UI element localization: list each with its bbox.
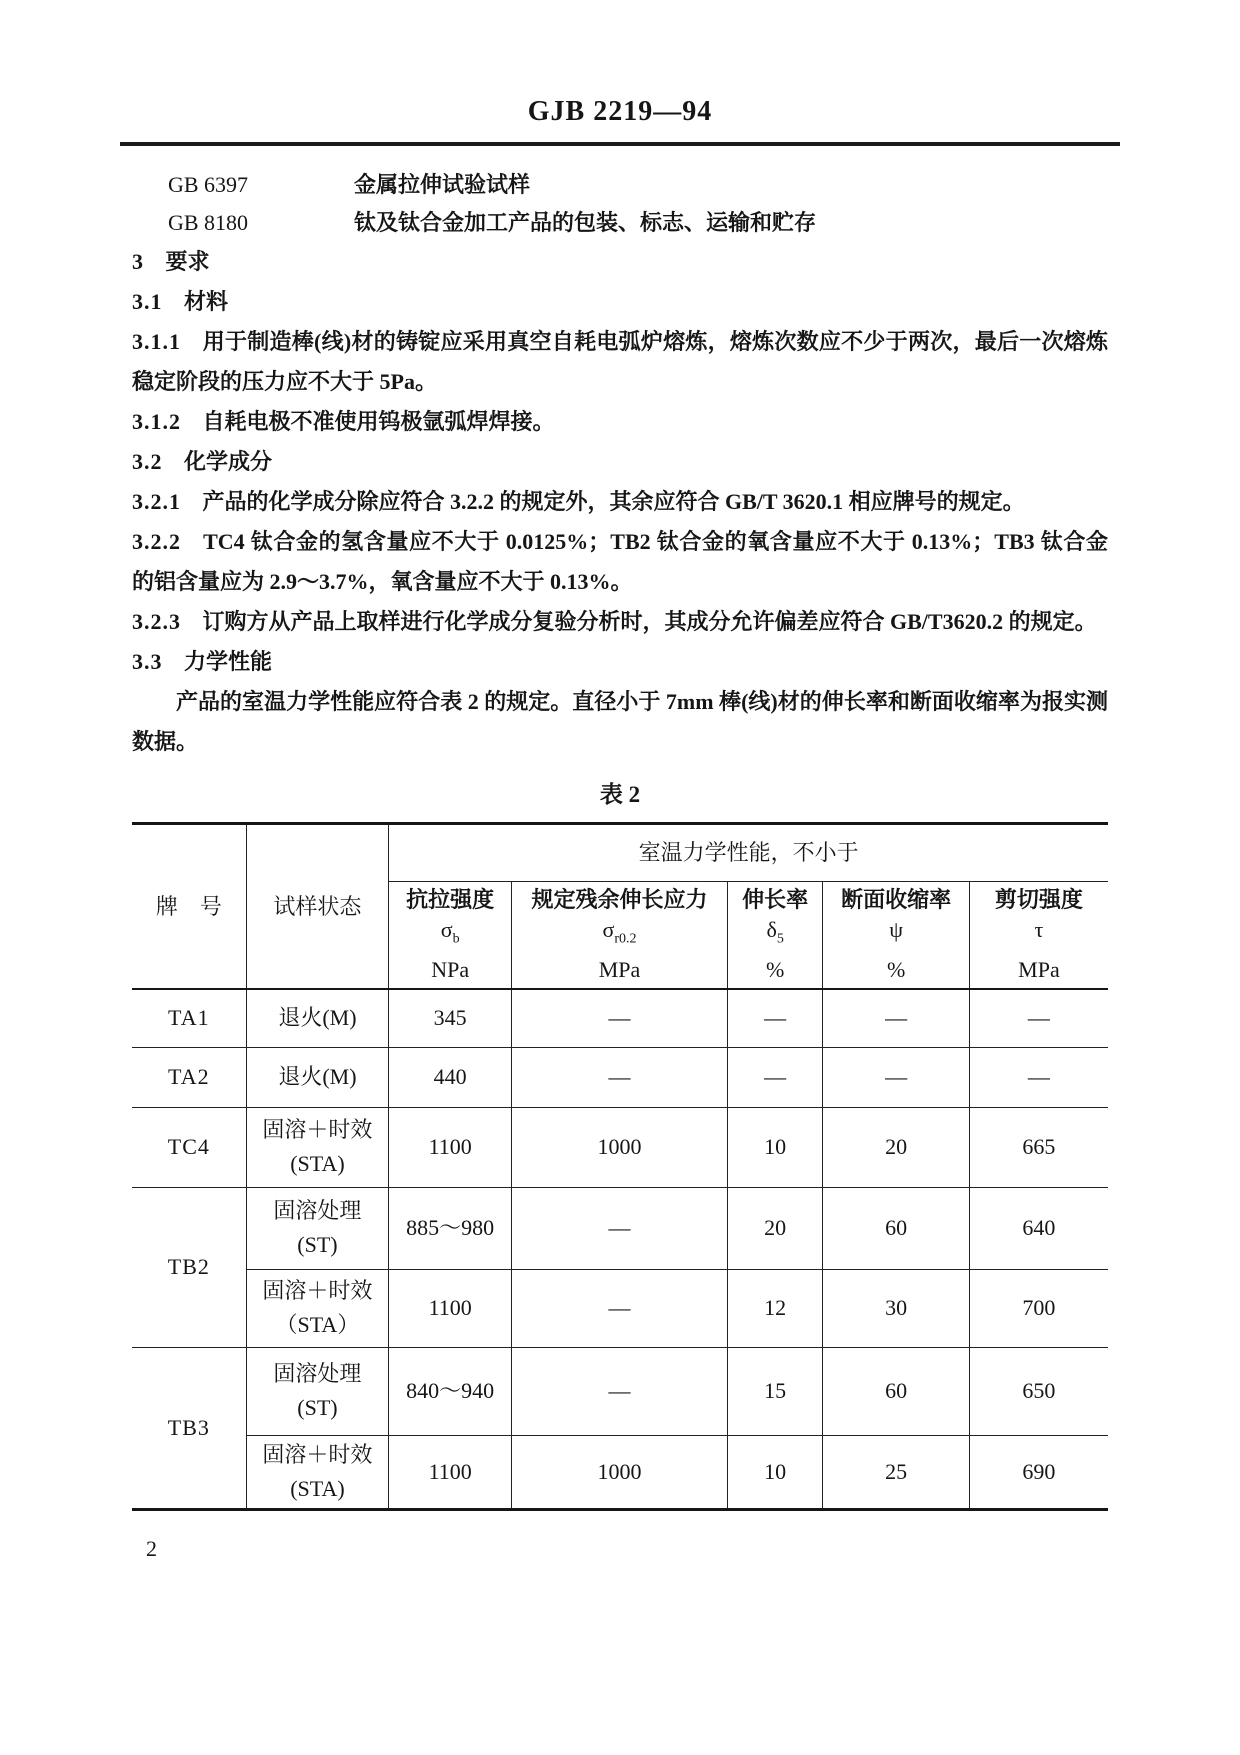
state-cell: 退火(M) (246, 1047, 388, 1107)
col-unit: MPa (1018, 956, 1060, 982)
value-cell: 1100 (389, 1107, 512, 1187)
value-cell: 885～980 (389, 1187, 512, 1269)
value-cell: 12 (727, 1269, 823, 1347)
clause-3-1-2 (132, 402, 1108, 442)
table-row (132, 1107, 1108, 1187)
value-cell: — (512, 1047, 728, 1107)
col-header-state: 试样状态 (246, 824, 388, 990)
value-cell: 1100 (389, 1269, 512, 1347)
col-header-residual (512, 882, 728, 990)
value-cell: 30 (823, 1269, 969, 1347)
col-name: 断面收缩率 (841, 887, 952, 913)
col-header-shear (969, 882, 1108, 990)
section-heading-3-3 (132, 642, 1108, 682)
value-cell: 640 (969, 1187, 1108, 1269)
clause-3-2-1 (132, 482, 1108, 522)
col-name: 规定残余伸长应力 (531, 887, 708, 913)
value-cell: 1000 (512, 1435, 728, 1509)
section-title: 要求 (165, 249, 210, 274)
col-header-tensile (389, 882, 512, 990)
col-name: 剪切强度 (994, 887, 1083, 913)
value-cell: 345 (389, 989, 512, 1047)
state-cell: 固溶＋时效 （STA） (246, 1269, 388, 1347)
clause-text: 用于制造棒(线)材的铸锭应采用真空自耗电弧炉熔炼，熔炼次数应不少于两次，最后一次熔炼稳定阶段的压力应不大于 5Pa。 (132, 329, 1109, 394)
col-unit: NPa (431, 956, 470, 982)
clause-text: 产品的室温力学性能应符合表 2 的规定。直径小于 7mm 棒(线)材的伸长率和断面收缩率为报实测数据。 (132, 689, 1108, 754)
reference-code: GB 8180 (168, 210, 249, 235)
value-cell: 60 (823, 1347, 969, 1435)
clause-text: 自耗电极不准使用钨极氩弧焊焊接。 (202, 409, 555, 434)
table-row (132, 989, 1108, 1047)
table-2 (132, 822, 1108, 1511)
table-caption: 表 2 (599, 782, 641, 807)
value-cell: — (727, 989, 823, 1047)
clause-text: 订购方从产品上取样进行化学成分复验分析时，其成分允许偏差应符合 GB/T3620.2 的规定。 (202, 609, 1097, 634)
value-cell: — (512, 1269, 728, 1347)
reference-item (132, 166, 1108, 204)
section-heading-3 (132, 242, 1108, 282)
standard-number: GJB 2219—94 (527, 96, 713, 127)
page-number: 2 (146, 1535, 157, 1561)
col-name: 伸长率 (742, 887, 809, 913)
value-cell: — (512, 989, 728, 1047)
value-cell: 10 (727, 1435, 823, 1509)
value-cell: 15 (727, 1347, 823, 1435)
reference-item (132, 204, 1108, 242)
clause-number: 3.2.1 (132, 489, 181, 514)
clause-number: 3.1.2 (132, 409, 181, 434)
table-row (132, 1187, 1108, 1269)
table-header-row (132, 824, 1108, 882)
value-cell: 440 (389, 1047, 512, 1107)
clause-3-3-body (132, 682, 1108, 762)
value-cell: 840～940 (389, 1347, 512, 1435)
value-cell: — (727, 1047, 823, 1107)
table-row (132, 1435, 1108, 1509)
document-body (132, 166, 1108, 1567)
clause-number: 3.3 (132, 649, 163, 674)
table-row (132, 1269, 1108, 1347)
col-header-reduction (823, 882, 969, 990)
clause-number: 3.1 (132, 289, 163, 314)
col-unit: MPa (598, 956, 641, 982)
col-symbol: $\sigma_{r0.2}$ (602, 917, 637, 947)
section-title: 化学成分 (184, 449, 273, 474)
clause-3-1-1 (132, 322, 1108, 402)
state-cell: 固溶处理 (ST) (246, 1187, 388, 1269)
grade-cell: TB2 (132, 1187, 246, 1347)
col-header-grade: 牌 号 (132, 824, 246, 990)
clause-number: 3 (132, 249, 144, 274)
grade-cell: TA1 (132, 989, 246, 1047)
clause-3-2-3 (132, 602, 1108, 642)
value-cell: — (823, 1047, 969, 1107)
value-cell: 10 (727, 1107, 823, 1187)
state-cell: 固溶处理 (ST) (246, 1347, 388, 1435)
grade-cell: TB3 (132, 1347, 246, 1509)
clause-text: TC4 钛合金的氢含量应不大于 0.0125%；TB2 钛合金的氧含量应不大于 0.13%；TB3 钛合金的铝含量应为 2.9～3.7%，氧含量应不大于 0.13%。 (132, 529, 1108, 594)
col-symbol: τ (1034, 917, 1044, 943)
grade-cell: TA2 (132, 1047, 246, 1107)
section-heading-3-2 (132, 442, 1108, 482)
header-rule (120, 142, 1120, 146)
value-cell: 690 (969, 1435, 1108, 1509)
value-cell: — (823, 989, 969, 1047)
value-cell: — (969, 989, 1108, 1047)
section-heading-3-1 (132, 282, 1108, 322)
value-cell: 60 (823, 1187, 969, 1269)
value-cell: 20 (727, 1187, 823, 1269)
value-cell: — (512, 1347, 728, 1435)
clause-number: 3.2 (132, 449, 163, 474)
table-row (132, 1347, 1108, 1435)
col-name: 抗拉强度 (406, 887, 495, 913)
clause-3-2-2 (132, 522, 1108, 602)
section-title: 力学性能 (184, 649, 273, 674)
value-cell: 700 (969, 1269, 1108, 1347)
reference-code: GB 6397 (168, 172, 249, 197)
grade-cell: TC4 (132, 1107, 246, 1187)
state-cell: 固溶＋时效 (STA) (246, 1107, 388, 1187)
col-unit: % (887, 956, 906, 982)
value-cell: 25 (823, 1435, 969, 1509)
clause-number: 3.1.1 (132, 329, 181, 354)
reference-title: 钛及钛合金加工产品的包装、标志、运输和贮存 (354, 210, 817, 235)
col-symbol: ψ (889, 917, 904, 943)
value-cell: 20 (823, 1107, 969, 1187)
clause-number: 3.2.3 (132, 609, 181, 634)
value-cell: 1000 (512, 1107, 728, 1187)
table-group-header: 室温力学性能，不小于 (389, 824, 1108, 882)
state-cell: 固溶＋时效 (STA) (246, 1435, 388, 1509)
value-cell: 665 (969, 1107, 1108, 1187)
col-header-elongation (727, 882, 823, 990)
clause-number: 3.2.2 (132, 529, 181, 554)
value-cell: — (512, 1187, 728, 1269)
reference-title: 金属拉伸试验试样 (354, 172, 531, 197)
section-title: 材料 (184, 289, 229, 314)
col-symbol: $\delta_5$ (766, 917, 784, 947)
value-cell: 1100 (389, 1435, 512, 1509)
state-cell: 退火(M) (246, 989, 388, 1047)
table-row (132, 1047, 1108, 1107)
col-unit: % (765, 956, 785, 982)
col-symbol: $\sigma_b$ (440, 917, 460, 947)
value-cell: — (969, 1047, 1108, 1107)
value-cell: 650 (969, 1347, 1108, 1435)
clause-text: 产品的化学成分除应符合 3.2.2 的规定外，其余应符合 GB/T 3620.1 相应牌号的规定。 (202, 489, 1025, 514)
